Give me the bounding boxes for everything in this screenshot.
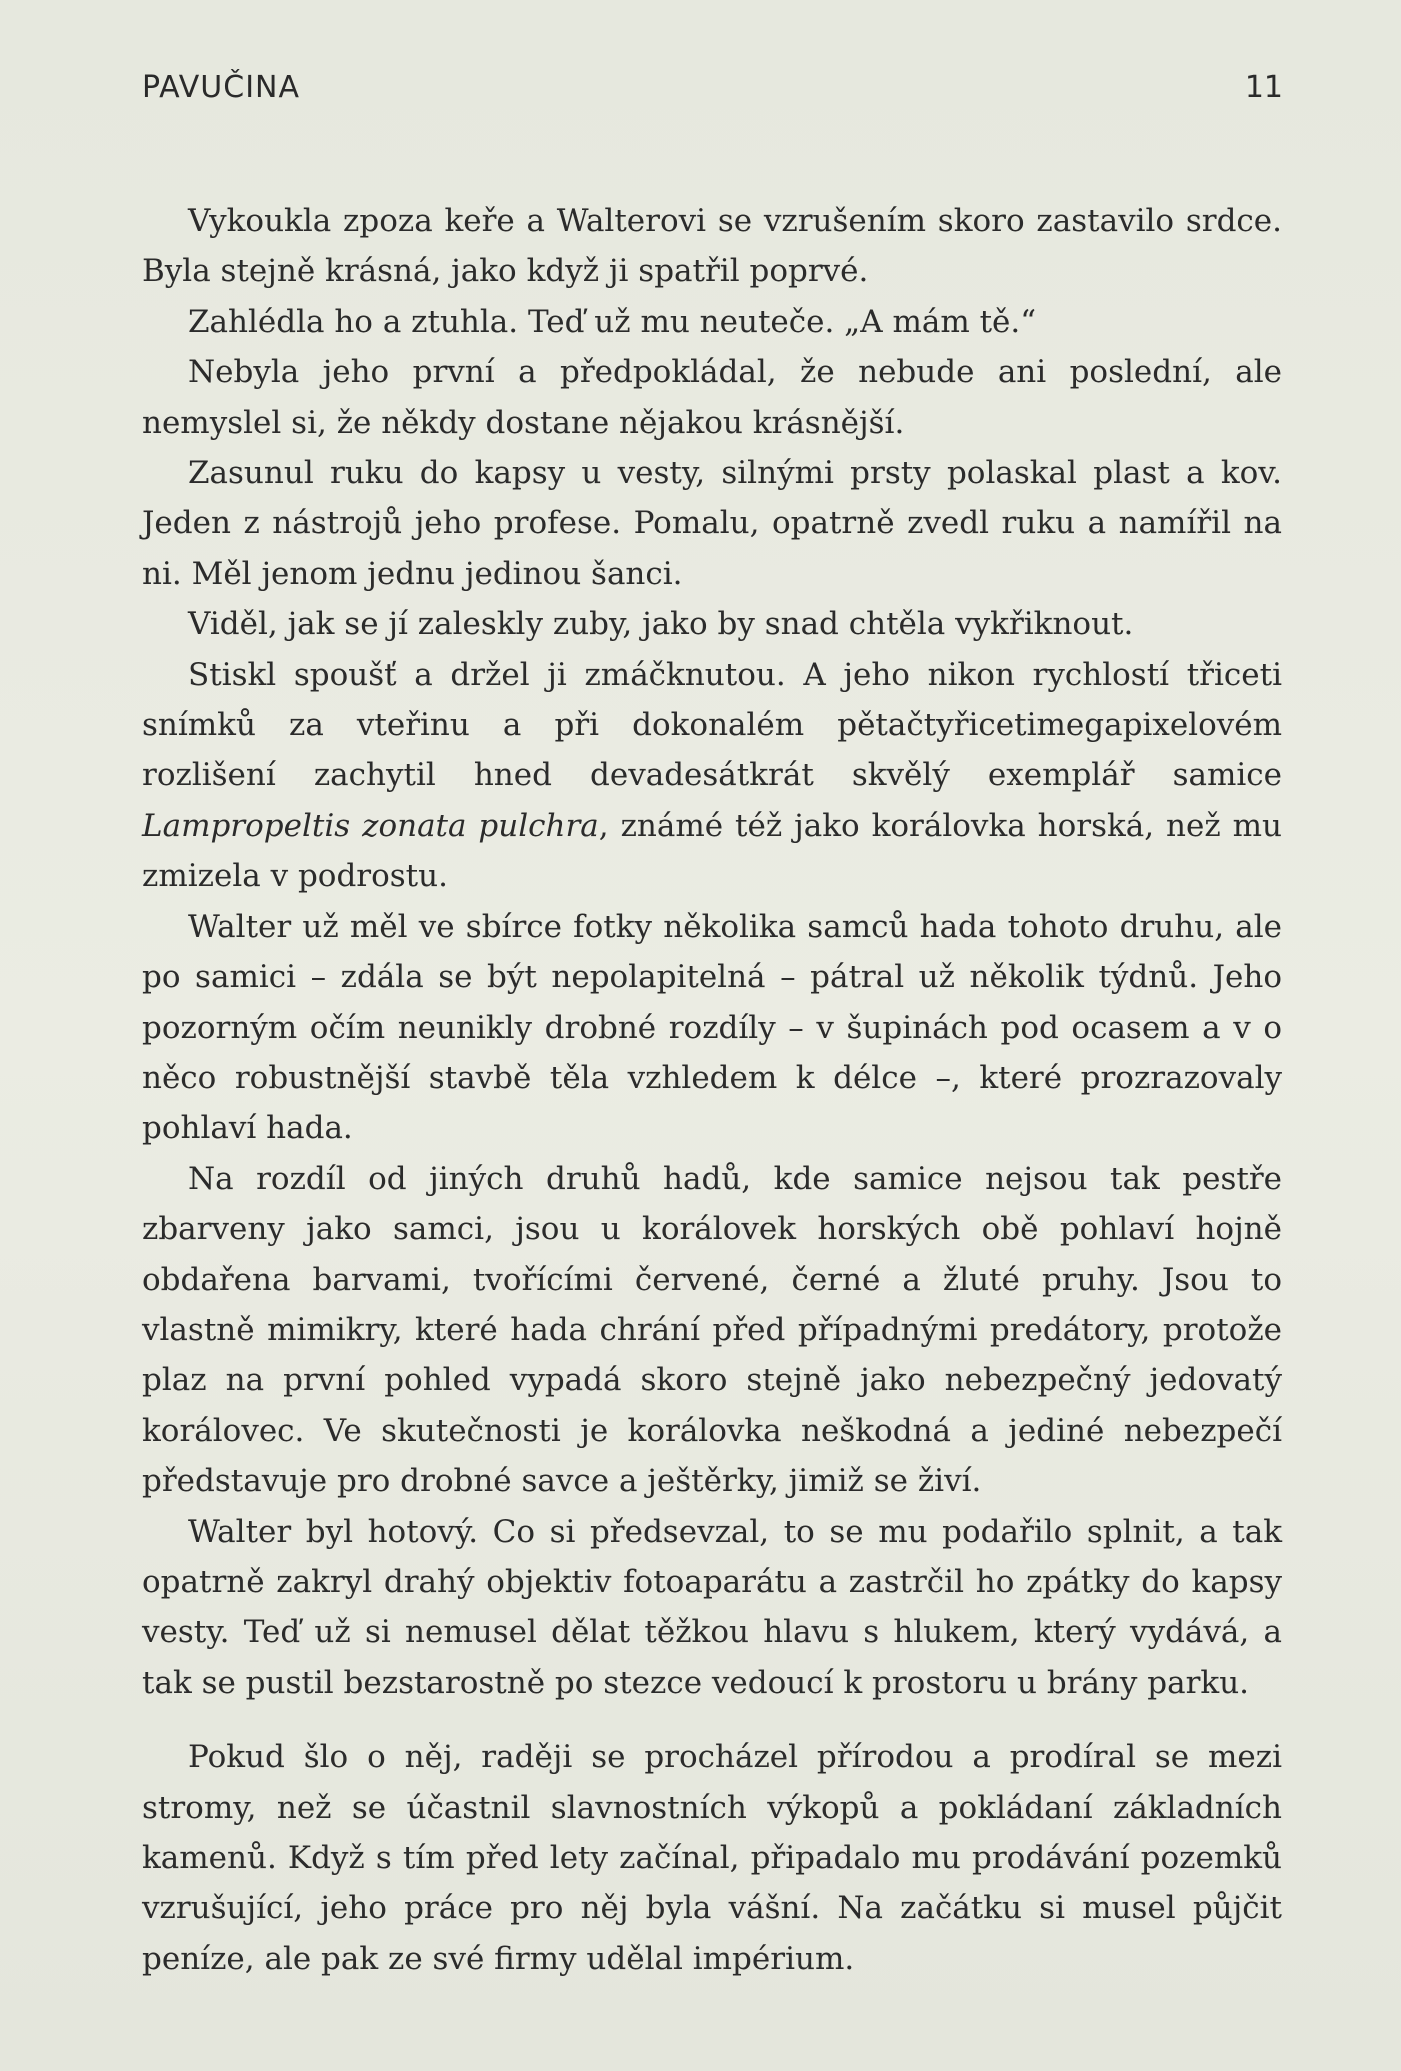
running-title: PAVUČINA <box>142 70 301 105</box>
paragraph: Nebyla jeho první a předpokládal, že nebude ani poslední, ale nemyslel si, že někdy dostane nějakou krásnější. <box>142 354 1282 441</box>
paragraph: Vykoukla zpoza keře a Walterovi se vzrušením skoro zastavilo srdce. Byla stejně krásná, jako když ji spatřil poprvé. <box>142 203 1282 290</box>
paragraph <box>142 650 1282 902</box>
paragraph: Pokud šlo o něj, raději se procházel přírodou a prodíral se mezi stromy, než se účastnil slavnostních výkopů a pokládaní základních kamenů. Když s tím před lety začínal, připadalo mu prodávání pozemků vzrušující, jeho práce pro něj byla vášní. Na začátku si musel půjčit peníze, ale pak ze své firmy udělal impérium. <box>142 1739 1282 1977</box>
body-text <box>142 196 1282 1984</box>
paragraph: Zasunul ruku do kapsy u vesty, silnými prsty polaskal plast a kov. Jeden z nástrojů jeho profese. Pomalu, opatrně zvedl ruku a namířil na ni. Měl jenom jednu jedinou šanci. <box>142 455 1282 592</box>
paragraph-text: Stiskl spoušť a držel ji zmáčknutou. A jeho nikon rychlostí třiceti snímků za vteřinu a při dokonalém pětačtyřicetimegapixelovém rozlišení zachytil hned devadesátkrát skvělý exemplář samice <box>142 656 1282 794</box>
paragraph: Viděl, jak se jí zaleskly zuby, jako by snad chtěla vykřiknout. <box>188 606 1134 643</box>
species-name: Lampropeltis zonata pulchra <box>142 807 599 844</box>
paragraph: Walter byl hotový. Co si předsevzal, to se mu podařilo splnit, a tak opatrně zakryl drahý objektiv fotoaparátu a zastrčil ho zpátky do kapsy vesty. Teď už si nemusel dělat těžkou hlavu s hlukem, který vydává, a tak se pustil bezstarostně po stezce vedoucí k prostoru u brány parku. <box>142 1513 1282 1701</box>
paragraph: Zahlédla ho a ztuhla. Teď už mu neuteče. „A mám tě.“ <box>188 303 1037 340</box>
paragraph: Na rozdíl od jiných druhů hadů, kde samice nejsou tak pestře zbarveny jako samci, jsou u korálovek horských obě pohlaví hojně obdařena barvami, tvořícími červené, černé a žluté pruhy. Jsou to vlastně mimikry, které hada chrání před případnými predátory, protože plaz na první pohled vypadá skoro stejně jako nebezpečný jedovatý korálovec. Ve skutečnosti je korálovka neškodná a jediné nebezpečí představuje pro drobné savce a ještěrky, jimiž se živí. <box>142 1160 1282 1500</box>
page-number: 11 <box>1244 70 1283 105</box>
paragraph: Walter už měl ve sbírce fotky několika samců hada tohoto druhu, ale po samici – zdála se být nepolapitelná – pátral už několik týdnů. Jeho pozorným očím neunikly drobné rozdíly – v šupinách pod ocasem a v o něco robustnější stavbě těla vzhledem k délce –, které prozrazovaly pohlaví hada. <box>142 908 1282 1147</box>
paragraph-text: , známé též jako korálovka horská, než mu zmizela v podrostu. <box>142 807 1282 895</box>
